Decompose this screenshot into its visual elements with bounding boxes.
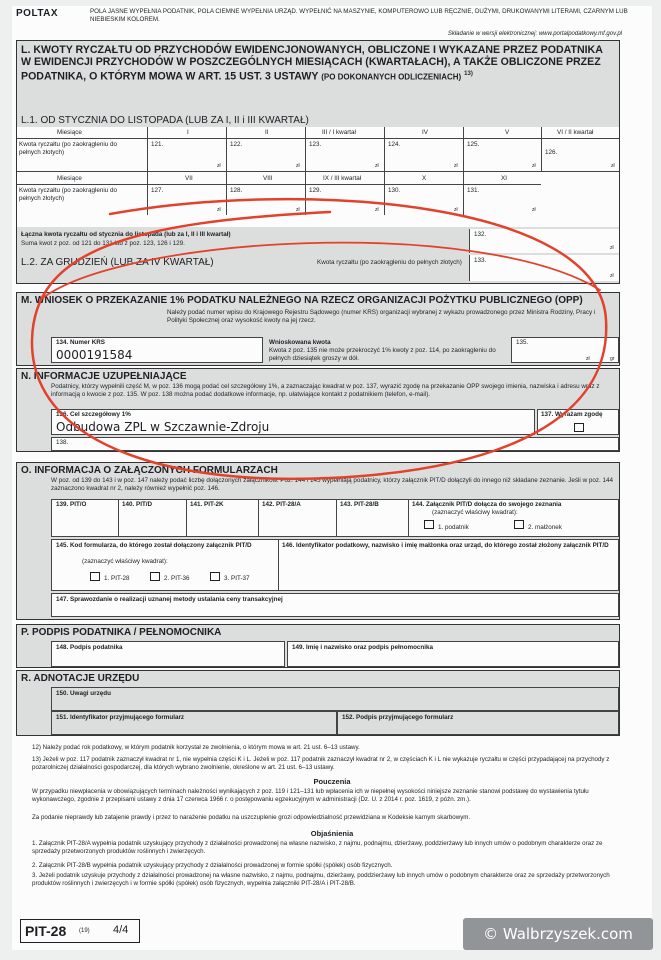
section-l1-title: L.1. OD STYCZNIA DO LISTOPADA (LUB ZA I, II i III KWARTAŁ) xyxy=(21,115,309,126)
field-146[interactable]: 146. Identyfikator podatkowy, nazwisko i imię małżonka oraz urząd, do którego został złożony załącznik PIT/D xyxy=(282,542,609,549)
section-l2-title: L.2. ZA GRUDZIEŃ (LUB ZA IV KWARTAŁ) xyxy=(21,257,214,268)
taxpayer-option: 1. podatnik xyxy=(438,524,469,531)
month-header: VI / II kwartał xyxy=(557,129,594,136)
form-identifier xyxy=(20,919,140,943)
field-136[interactable]: 136. Cel szczegółowy 1% Odbudowa ZPL w Szczawnie-Zdroju xyxy=(51,409,535,435)
spouse-option: 2. małżonek xyxy=(528,524,562,531)
month-header: I xyxy=(187,129,189,136)
field-126[interactable]: 126. xyxy=(545,149,558,156)
field-133[interactable]: 133. zł xyxy=(469,255,619,281)
section-o-desc: W poz. od 139 do 143 i w poz. 147 należy podać liczbę dołączonych załączników. Poz. 144 i 145 wypełniają podatnicy, którzy załącznik PIT/D dołączyli do innego niż składane zeznanie. Jeśli w poz. 144 zaznaczono kwadrat nr 2, należy również wypełnić poz. 146. xyxy=(51,477,614,492)
field-144-sub: (zaznaczyć właściwy kwadrat): xyxy=(432,509,518,516)
field-123[interactable]: 123. xyxy=(309,141,322,148)
total-label: Łączna kwota ryczałtu od stycznia do listopada (lub za I, II i III kwartał) xyxy=(21,231,231,238)
krs-number-value: 0000191584 xyxy=(56,348,133,362)
field-150: 150. Uwagi urzędu xyxy=(51,687,619,711)
field-132[interactable]: 132. zł xyxy=(469,229,619,253)
field-142[interactable]: 142. PIT-28/A xyxy=(262,501,301,508)
taxpayer-checkbox[interactable] xyxy=(424,520,434,529)
section-o xyxy=(16,462,620,620)
field-139[interactable]: 139. PIT/O xyxy=(56,501,87,508)
pit-37-checkbox[interactable] xyxy=(210,572,220,581)
month-header: XI xyxy=(501,175,507,182)
footnote-13: 13) Jeżeli w poz. 117 podatnik zaznaczył kwadrat nr 1, nie wypełnia części K i L. Jeżeli w poz. 117 podatnik zaznaczył kwadrat nr 2, w częściach K i L nie wykazuje ryczałtu w części przypadającej na przychody z pozarolniczej działalności gospodarczej, dla których wybrano zwolnienie, określone w art. 21 ust. 6–13 ustawy. xyxy=(32,756,610,771)
month-header: IV xyxy=(422,129,428,136)
pit-37-option: 3. PIT-37 xyxy=(224,575,250,582)
field-145-label: 145. Kod formularza, do którego został dołączony załącznik PIT/D xyxy=(56,542,252,549)
fill-instructions: POLA JASNE WYPEŁNIA PODATNIK, POLA CIEMNE WYPEŁNIA URZĄD. WYPEŁNIĆ NA MASZYNIE, KOMPUTEROWO LUB RĘCZNIE, DUŻYMI, DRUKOWANYMI LITERAMI, CZARNYM LUB NIEBIESKIM KOLOREM. xyxy=(90,8,628,23)
amount-label-1: Kwota ryczałtu (po zaokrągleniu do pełnych złotych) xyxy=(19,141,118,156)
field-141[interactable]: 141. PIT-2K xyxy=(190,501,224,508)
consent-field-137[interactable]: 137. Wyrażam zgodę xyxy=(537,409,619,435)
month-header: III / I kwartał xyxy=(322,129,356,136)
section-p-title: P. PODPIS PODATNIKA / PEŁNOMOCNIKA xyxy=(21,627,222,638)
field-127[interactable]: 127. xyxy=(151,187,164,194)
month-header: VIII xyxy=(263,175,273,182)
month-header: VII xyxy=(185,175,193,182)
tax-form-page xyxy=(12,6,652,950)
field-135[interactable]: 135. zł gr xyxy=(511,337,619,363)
section-r xyxy=(16,670,620,736)
section-n-title: N. INFORMACJE UZUPEŁNIAJĄCE xyxy=(21,371,187,382)
electronic-submission-note: Składanie w wersji elektronicznej: www.portalpodatkowy.mf.gov.pl xyxy=(447,31,622,37)
field-145-sub: (zaznaczyć właściwy kwadrat): xyxy=(82,558,168,565)
months-label-1: Miesiące xyxy=(57,129,82,136)
field-128[interactable]: 128. xyxy=(230,187,243,194)
month-header: IX / III kwartał xyxy=(323,175,362,182)
month-header: II xyxy=(265,129,269,136)
field-130[interactable]: 130. xyxy=(388,187,401,194)
pouczenia-text-2: Za podanie nieprawdy lub zatajenie prawdy i przez to narażenie podatku na uszczuplenie grozi odpowiedzialność przewidziana w Kodeksie karnym skarbowym. xyxy=(32,814,471,821)
pit-28-option: 1. PIT-28 xyxy=(104,575,130,582)
total-sub: Suma kwot z poz. od 121 do 131 lub z poz. 123, 126 i 129. xyxy=(21,240,185,247)
pit-36-checkbox[interactable] xyxy=(150,572,160,581)
field-131[interactable]: 131. xyxy=(467,187,480,194)
objasnienie-2: 2. Załącznik PIT-28/B wypełnia podatnik uzyskujący przychody z działalności prowadzonej w formie spółki (spółek) osób fizycznych. xyxy=(32,862,393,869)
section-o-title: O. INFORMACJA O ZAŁĄCZONYCH FORMULARZACH xyxy=(21,465,278,476)
krs-number-field[interactable]: 134. Numer KRS 0000191584 xyxy=(51,337,263,363)
field-138[interactable]: 138. xyxy=(51,437,619,451)
specific-purpose-value: Odbudowa ZPL w Szczawnie-Zdroju xyxy=(56,420,270,434)
field-124[interactable]: 124. xyxy=(388,141,401,148)
attachment-pitd-row xyxy=(51,539,619,591)
spouse-checkbox[interactable] xyxy=(514,520,524,529)
objasnienie-3: 3. Jeżeli podatnik uzyskuje przychody z działalności prowadzonej na własne nazwisko, z najmu, podnajmu, dzierżawy, poddzierżawy lub innych umów o podobnym charakterze oraz ze sprzedaży przetworzonych produktów roślinnych i zwierzęcych i w formie spółki (spółek) osób fizycznych, wypełnia załączniki PIT-28/A i PIT-28/B. xyxy=(32,872,610,887)
field-149[interactable]: 149. Imię i nazwisko oraz podpis pełnomocnika xyxy=(287,641,619,667)
footnote-12: 12) Należy podać rok podatkowy, w którym podatnik korzystał ze zwolnienia, o którym mowa w art. 21 ust. 6–13 ustawy. xyxy=(32,744,360,751)
section-m xyxy=(16,292,620,366)
requested-amount-desc: Kwota z poz. 135 nie może przekroczyć 1% kwoty z poz. 114, po zaokrągleniu do pełnych dziesiątek groszy w dół. xyxy=(269,347,496,362)
field-129[interactable]: 129. xyxy=(309,187,322,194)
section-m-desc: Należy podać numer wpisu do Krajowego Rejestru Sądowego (numer KRS) organizacji wybranej z wykazu prowadzonego przez Ministra Rodziny, Pracy i Polityki Społecznej oraz wysokość kwoty na jej rzecz. xyxy=(167,309,596,324)
section-m-title: M. WNIOSEK O PRZEKAZANIE 1% PODATKU NALEŻNEGO NA RZECZ ORGANIZACJI POŻYTKU PUBLICZNEGO (OPP) xyxy=(21,295,583,306)
field-122[interactable]: 122. xyxy=(230,141,243,148)
page-number: 4/4 xyxy=(113,924,129,936)
months-label-2: Miesiące xyxy=(57,175,82,182)
form-header xyxy=(12,6,652,37)
field-151: 151. Identyfikator przyjmującego formularz xyxy=(51,711,337,735)
form-name: PIT-28 xyxy=(25,923,67,939)
field-140[interactable]: 140. PIT/D xyxy=(122,501,153,508)
pouczenia-title: Pouczenia xyxy=(313,777,351,786)
objasnienie-1: 1. Załącznik PIT-28/A wypełnia podatnik uzyskujący przychody z działalności prowadzonej na własne nazwisko, z najmu, podnajmu, dzierżawy, poddzierżawy lub innych umów o podobnym charakterze oraz ze sprzedaży przetworzonych produktów roślinnych i zwierzęcych. xyxy=(32,840,603,855)
l1-grid: Miesiące I II III / I kwartał IV V VI / II kwartał Kwota ryczałtu (po zaokrągleniu do pełnych złotych) 121. 122. 123. 124. 125. 126. Miesiące VII VIII IX / III kwartał X XI Kwota ryczałtu (po zaokrągleniu do pełnych złotych) 127. 128. 129. 130. 131. zł zł zł zł zł zł zł zł zł zł zł xyxy=(17,127,619,227)
watermark: © Walbrzyszek.com xyxy=(463,918,653,950)
amount-label-2: Kwota ryczałtu (po zaokrągleniu do pełnych złotych) xyxy=(19,187,118,202)
field-152: 152. Podpis przyjmującego formularz xyxy=(337,711,619,735)
field-125[interactable]: 125. xyxy=(467,141,480,148)
field-147[interactable]: 147. Sprawozdanie o realizacji uznanej metody ustalania ceny transakcyjnej xyxy=(51,593,619,617)
pit-28-checkbox[interactable] xyxy=(90,572,100,581)
section-n xyxy=(16,368,620,452)
pouczenia-text-1: W przypadku niewpłacenia w obowiązujących terminach należności wynikających z poz. 119 i 121–131 lub wpłacenia ich w niepełnej wysokości niniejsze zeznanie stanowi podstawę do wystawienia tytułu wykonawczego, zgodnie z przepisami ustawy z dnia 17 czerwca 1966 r. o postępowaniu egzekucyjnym w administracji (Dz. U. z 2014 r. poz. 1619, z późn. zm.). xyxy=(32,788,589,803)
pit-36-option: 2. PIT-36 xyxy=(164,575,190,582)
month-header: V xyxy=(505,129,510,136)
requested-amount-label: Wnioskowana kwota xyxy=(269,339,331,346)
field-143[interactable]: 143. PIT-28/B xyxy=(340,501,379,508)
consent-checkbox[interactable] xyxy=(574,423,584,432)
section-p xyxy=(16,624,620,668)
section-n-desc: Podatnicy, którzy wypełnili część M, w poz. 136 mogą podać cel szczegółowy 1%, a zaznaczając kwadrat w poz. 137, wyrazić zgodę na przekazanie OPP swojego imienia, nazwiska i adresu wraz z informacją o kwocie z poz. 135. W poz. 138 można podać dodatkowe informacje, np. ułatwiające kontakt z podatnikiem (telefon, e-mail). xyxy=(51,383,600,398)
month-header: X xyxy=(422,175,427,182)
attachments-row xyxy=(51,499,619,537)
brand: POLTAX xyxy=(16,8,59,19)
form-version: (19) xyxy=(79,928,90,934)
section-r-title: R. ADNOTACJE URZĘDU xyxy=(21,673,140,684)
section-l-title: L. KWOTY RYCZAŁTU OD PRZYCHODÓW EWIDENCJONOWANYCH, OBLICZONE I WYKAZANE PRZEZ PODATNIKA W EWIDENCJI PRZYCHODÓW W POSZCZEGÓLNYCH MIESIĄCACH (KWARTAŁACH), A TAKŻE OBLICZONE PRZEZ PODATNIKA, O KTÓRYM MOWA W ART. 15 UST. 3 USTAWY (PO DOKONANYCH ODLICZENIACH) $^{13)}$ xyxy=(21,44,603,83)
december-label: Kwota ryczałtu (po zaokrągleniu do pełnych złotych) xyxy=(317,259,462,266)
field-148[interactable]: 148. Podpis podatnika xyxy=(51,641,285,667)
field-121[interactable]: 121. xyxy=(151,141,164,148)
section-l xyxy=(16,40,620,284)
field-144-label: 144. Załącznik PIT/D dołącza do swojego zeznania xyxy=(412,501,562,508)
objasnienia-title: Objaśnienia xyxy=(310,829,354,838)
